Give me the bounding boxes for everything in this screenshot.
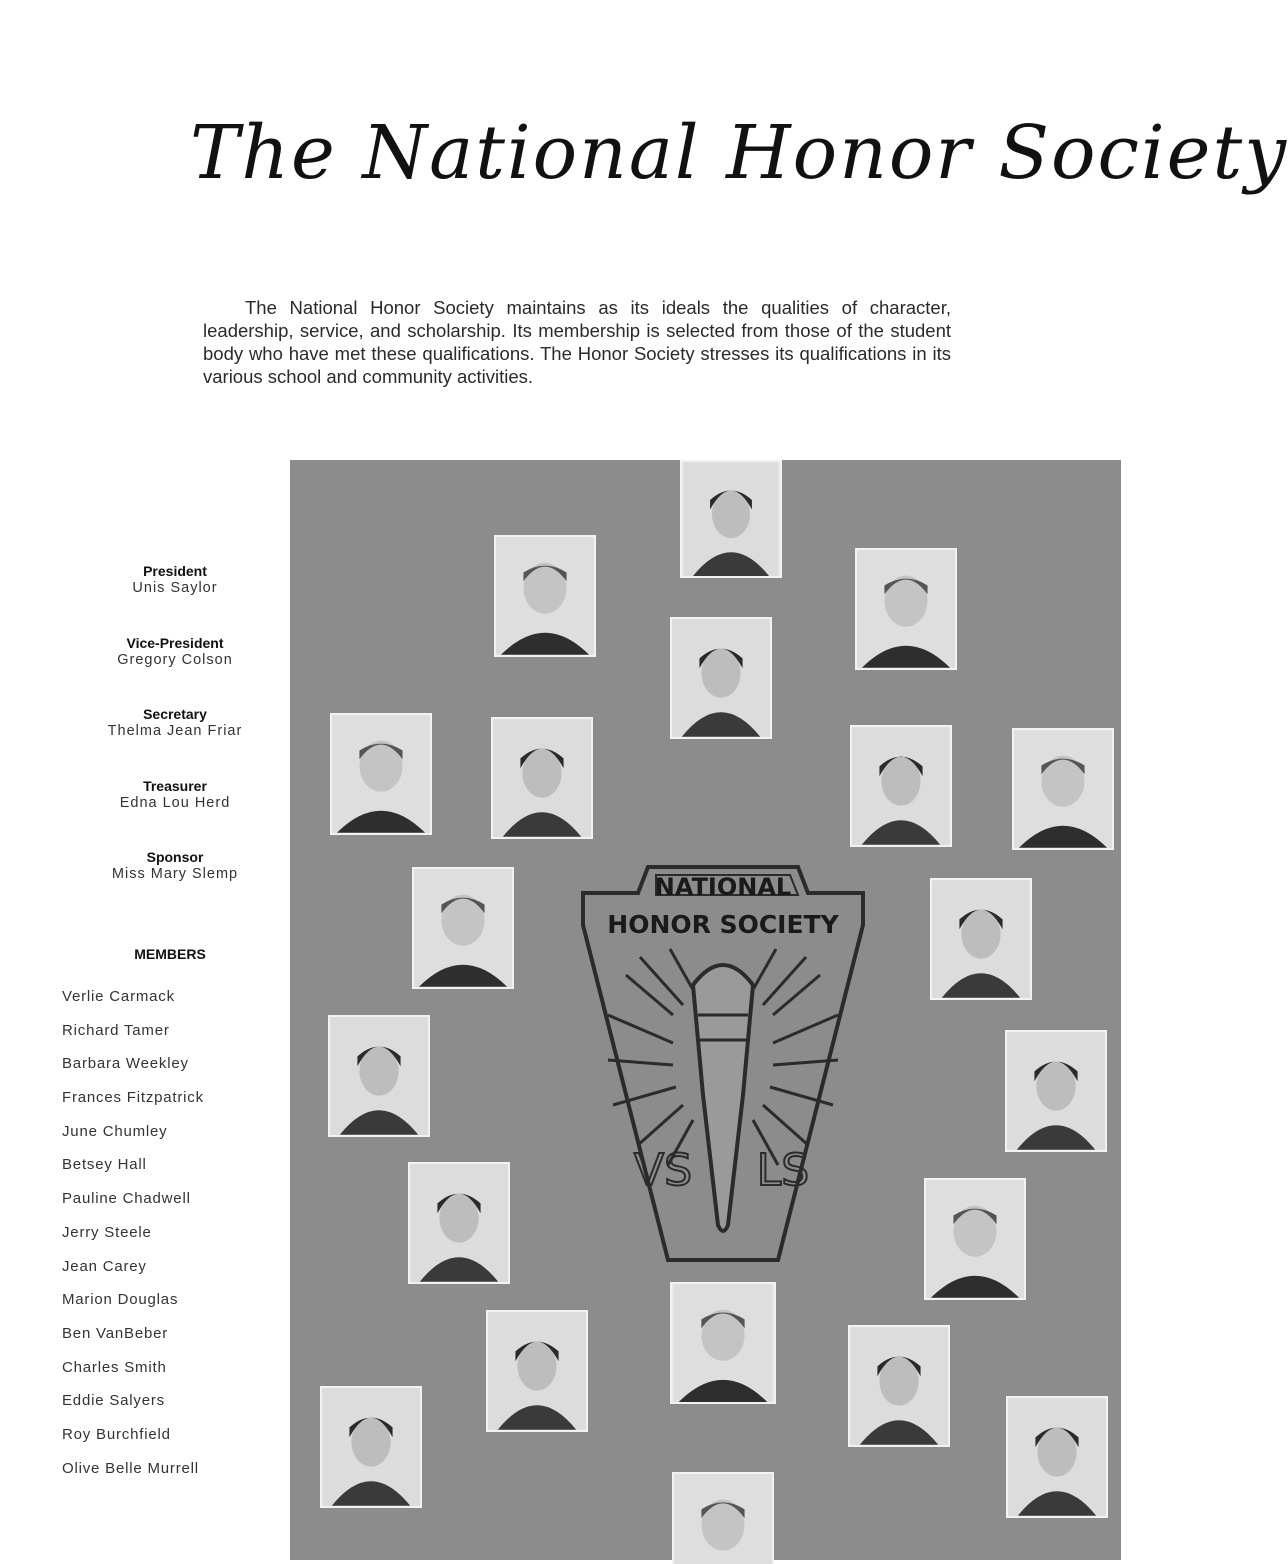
member-name: Eddie Salyers bbox=[62, 1392, 165, 1410]
portrait-photo bbox=[491, 717, 593, 839]
portrait-photo bbox=[328, 1015, 430, 1137]
member-name: Marion Douglas bbox=[62, 1291, 179, 1309]
portrait-icon bbox=[1014, 730, 1112, 848]
member-name: Jean Carey bbox=[62, 1257, 147, 1275]
officer-vice-president bbox=[90, 635, 260, 707]
portrait-icon bbox=[857, 550, 955, 668]
portrait-photo bbox=[494, 535, 596, 657]
officer-sponsor bbox=[90, 849, 260, 921]
member-name: Charles Smith bbox=[62, 1358, 167, 1376]
portrait-icon bbox=[488, 1312, 586, 1430]
portrait-icon bbox=[414, 869, 512, 987]
member-name: Barbara Weekley bbox=[62, 1055, 189, 1073]
portrait-photo bbox=[1005, 1030, 1107, 1152]
emblem-letters-right: LS bbox=[756, 1145, 810, 1196]
portrait-photo bbox=[320, 1386, 422, 1508]
honor-society-emblem bbox=[578, 865, 868, 1265]
portrait-photo bbox=[1012, 728, 1114, 850]
portrait-photo bbox=[330, 713, 432, 835]
portrait-photo bbox=[855, 548, 957, 670]
member-name: Frances Fitzpatrick bbox=[62, 1089, 204, 1107]
officer-treasurer bbox=[90, 778, 260, 850]
portrait-icon bbox=[682, 462, 780, 576]
member-name: Betsey Hall bbox=[62, 1156, 147, 1174]
portrait-photo bbox=[930, 878, 1032, 1000]
portrait-photo bbox=[670, 617, 772, 739]
officer-name: Edna Lou Herd bbox=[119, 794, 231, 811]
member-name: June Chumley bbox=[62, 1122, 168, 1140]
officer-role: Sponsor bbox=[146, 849, 204, 865]
officer-role: Secretary bbox=[143, 706, 207, 722]
portrait-photo bbox=[680, 460, 782, 578]
member-name: Verlie Carmack bbox=[62, 988, 175, 1005]
members-list bbox=[62, 988, 204, 1493]
portrait-icon bbox=[410, 1164, 508, 1282]
intro-paragraph: The National Honor Society maintains as its ideals the qualities of character, leadership, service, and scholarship. Its membership is selected from those of the student body who have met these qualifications. The Honor Society stresses its qualifications in its various school and community activities. bbox=[203, 297, 951, 387]
photo-board bbox=[290, 460, 1121, 1560]
member-name: Pauline Chadwell bbox=[62, 1190, 191, 1208]
portrait-icon bbox=[672, 619, 770, 737]
portrait-icon bbox=[330, 1017, 428, 1135]
portrait-photo bbox=[412, 867, 514, 989]
portrait-icon bbox=[672, 1284, 774, 1402]
members-heading: MEMBERS bbox=[134, 946, 206, 962]
portrait-icon bbox=[332, 715, 430, 833]
portrait-icon bbox=[932, 880, 1030, 998]
portrait-icon bbox=[1008, 1398, 1106, 1516]
officer-president bbox=[90, 563, 260, 635]
portrait-photo bbox=[924, 1178, 1026, 1300]
portrait-icon bbox=[850, 1327, 948, 1445]
officer-role: Vice-President bbox=[126, 634, 224, 651]
officer-name: Unis Saylor bbox=[132, 580, 218, 596]
portrait-photo bbox=[848, 1325, 950, 1447]
member-name: Richard Tamer bbox=[62, 1021, 170, 1039]
member-name: Jerry Steele bbox=[62, 1223, 152, 1241]
officer-name: Thelma Jean Friar bbox=[107, 723, 243, 739]
officer-role: Treasurer bbox=[143, 777, 207, 794]
portrait-photo bbox=[670, 1282, 776, 1404]
emblem-line2: HONOR SOCIETY bbox=[607, 910, 839, 939]
portrait-photo bbox=[672, 1472, 774, 1564]
officer-name: Gregory Colson bbox=[117, 651, 233, 668]
page-title: The National Honor Society bbox=[190, 110, 1288, 196]
officer-role: President bbox=[143, 563, 207, 579]
officers-list bbox=[90, 563, 260, 921]
portrait-icon bbox=[496, 537, 594, 655]
member-name: Roy Burchfield bbox=[62, 1425, 171, 1443]
portrait-icon bbox=[926, 1180, 1024, 1298]
portrait-icon bbox=[852, 727, 950, 845]
portrait-photo bbox=[486, 1310, 588, 1432]
emblem-line1: NATIONAL bbox=[654, 873, 792, 901]
portrait-icon bbox=[674, 1474, 772, 1562]
member-name: Ben VanBeber bbox=[62, 1324, 169, 1342]
officer-name: Miss Mary Slemp bbox=[111, 866, 239, 882]
portrait-icon bbox=[1007, 1032, 1105, 1150]
portrait-photo bbox=[850, 725, 952, 847]
portrait-photo bbox=[1006, 1396, 1108, 1518]
portrait-photo bbox=[408, 1162, 510, 1284]
member-name: Olive Belle Murrell bbox=[62, 1459, 199, 1477]
officer-secretary bbox=[90, 706, 260, 778]
emblem-letters-left: VS bbox=[633, 1145, 693, 1196]
portrait-icon bbox=[493, 719, 591, 837]
portrait-icon bbox=[322, 1388, 420, 1506]
